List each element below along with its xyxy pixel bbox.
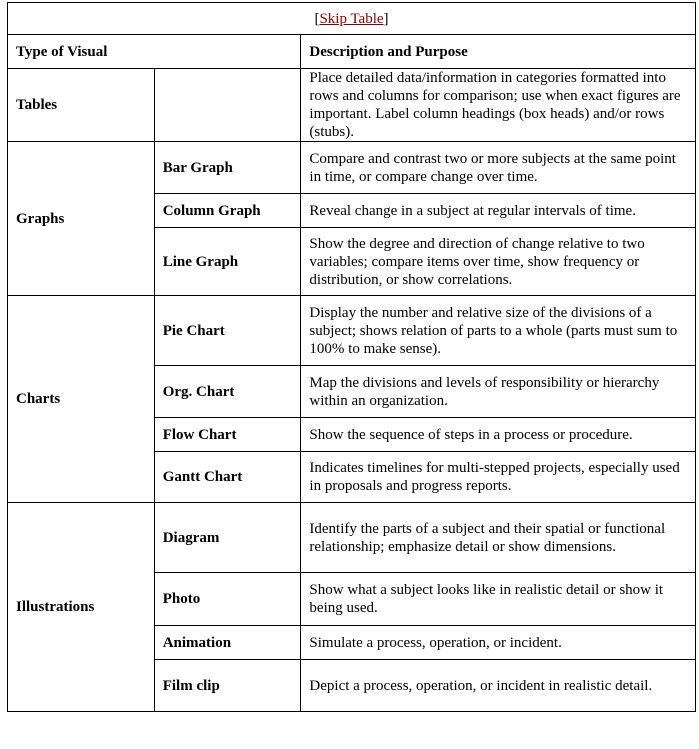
description-bar-graph: Compare and contrast two or more subjects at the same point in time, or compare change over time. — [301, 142, 696, 194]
subtype-diagram: Diagram — [154, 503, 301, 573]
skip-table-link[interactable]: Skip Table — [319, 10, 384, 27]
subtype-photo: Photo — [154, 573, 301, 626]
subtype-flow-chart: Flow Chart — [154, 418, 301, 452]
visuals-table-frame — [7, 2, 696, 744]
subtype-empty — [154, 69, 301, 142]
category-illustrations: Illustrations — [8, 503, 155, 712]
category-tables: Tables — [8, 69, 155, 142]
category-charts: Charts — [8, 296, 155, 503]
subtype-pie-chart: Pie Chart — [154, 296, 301, 366]
header-type-of-visual: Type of Visual — [8, 35, 301, 69]
description-column-graph: Reveal change in a subject at regular intervals of time. — [301, 194, 696, 228]
description-photo: Show what a subject looks like in realistic detail or show it being used. — [301, 573, 696, 626]
description-gantt-chart: Indicates timelines for multi-stepped projects, especially used in proposals and progress reports. — [301, 452, 696, 503]
description-diagram: Identify the parts of a subject and their spatial or functional relationship; emphasize detail or show dimensions. — [301, 503, 696, 573]
subtype-gantt-chart: Gantt Chart — [154, 452, 301, 503]
skip-cell: [Skip Table] — [8, 3, 696, 35]
table-row — [8, 503, 696, 573]
subtype-column-graph: Column Graph — [154, 194, 301, 228]
header-description: Description and Purpose — [301, 35, 696, 69]
category-graphs: Graphs — [8, 142, 155, 296]
description-animation: Simulate a process, operation, or incident. — [301, 626, 696, 660]
description-pie-chart: Display the number and relative size of the divisions of a subject; shows relation of parts to a whole (parts must sum to 100% to make sense). — [301, 296, 696, 366]
visuals-table — [7, 2, 696, 712]
header-row — [8, 35, 696, 69]
description-line-graph: Show the degree and direction of change relative to two variables; compare items over time, show frequency or distribution, or show correlations. — [301, 228, 696, 296]
subtype-line-graph: Line Graph — [154, 228, 301, 296]
subtype-bar-graph: Bar Graph — [154, 142, 301, 194]
description-flow-chart: Show the sequence of steps in a process or procedure. — [301, 418, 696, 452]
description-tables: Place detailed data/information in categories formatted into rows and columns for comparison; use when exact figures are important. Label column headings (box heads) and/or rows (stubs). — [301, 69, 696, 142]
table-row — [8, 69, 696, 142]
skip-row — [8, 3, 696, 35]
description-org-chart: Map the divisions and levels of responsibility or hierarchy within an organization. — [301, 366, 696, 418]
subtype-film-clip: Film clip — [154, 660, 301, 712]
table-row — [8, 296, 696, 366]
description-film-clip: Depict a process, operation, or incident in realistic detail. — [301, 660, 696, 712]
table-row — [8, 142, 696, 194]
subtype-org-chart: Org. Chart — [154, 366, 301, 418]
subtype-animation: Animation — [154, 626, 301, 660]
